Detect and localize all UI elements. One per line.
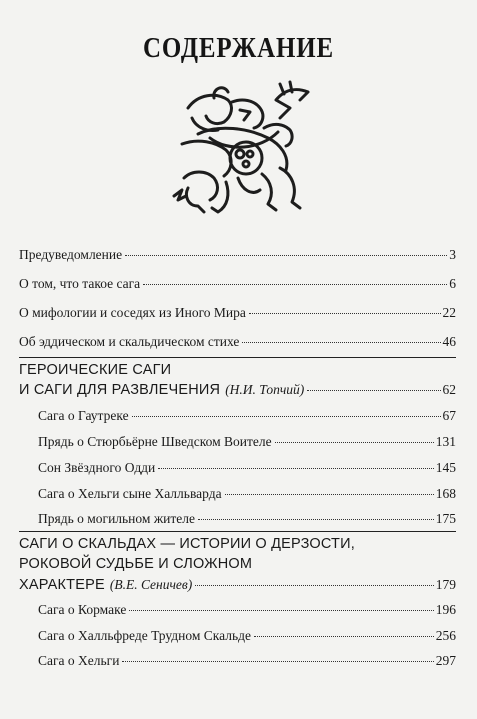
leader-dots (225, 494, 434, 495)
entry-page: 145 (435, 460, 456, 475)
entry-title: Сага о Халльфреде Трудном Скальде (38, 628, 251, 643)
leader-dots (132, 416, 441, 417)
toc-entry[interactable] (38, 433, 456, 450)
entry-title: Сон Звёздного Одди (38, 460, 156, 475)
section-heading-line: САГИ О СКАЛЬДАХ — ИСТОРИИ О ДЕРЗОСТИ, (19, 536, 355, 552)
entry-title: Прядь о могильном жителе (38, 511, 195, 526)
entry-page: 196 (435, 602, 456, 617)
toc-entry[interactable] (38, 510, 456, 527)
section-heading-entry[interactable] (19, 381, 456, 399)
section-heading-entry[interactable] (19, 576, 456, 594)
entry-page: 179 (435, 577, 456, 592)
section-heading-line: ХАРАКТЕРЕ (19, 577, 105, 593)
entry-page: 297 (435, 653, 456, 668)
entry-title: Сага о Хельги сыне Халльварда (38, 486, 222, 501)
toc-entry[interactable] (38, 627, 456, 644)
entry-title: Прядь о Стюрбьёрне Шведском Воителе (38, 434, 272, 449)
entry-title: Предуведомление (19, 247, 123, 262)
entry-page: 131 (435, 434, 456, 449)
section-divider (19, 357, 456, 358)
leader-dots (143, 284, 447, 285)
leader-dots (158, 468, 433, 469)
entry-page: 6 (449, 276, 456, 291)
toc-entry[interactable] (19, 304, 456, 321)
leader-dots (249, 313, 441, 314)
entry-page: 46 (442, 334, 456, 349)
toc-entry[interactable] (38, 601, 456, 618)
toc-entry[interactable] (38, 407, 456, 424)
leader-dots (275, 442, 434, 443)
entry-page: 3 (449, 247, 456, 262)
section-divider (19, 531, 456, 532)
leader-dots (198, 519, 434, 520)
entry-title: О том, что такое сага (19, 276, 141, 291)
entry-page: 168 (435, 486, 456, 501)
entry-page: 22 (442, 305, 456, 320)
toc-entry[interactable] (19, 246, 456, 263)
entry-title: Об эддическом и скальдическом стихе (19, 334, 240, 349)
toc-entry[interactable] (38, 485, 456, 502)
leader-dots (254, 636, 434, 637)
entry-title: Сага о Хельги (38, 653, 120, 668)
section-heading-line: РОКОВОЙ СУДЬБЕ И СЛОЖНОМ (19, 556, 253, 572)
leader-dots (122, 661, 433, 662)
toc-entry[interactable] (19, 333, 456, 350)
section-heading-line: ГЕРОИЧЕСКИЕ САГИ (19, 362, 172, 378)
leader-dots (125, 255, 447, 256)
toc-entry[interactable] (19, 275, 456, 292)
entry-page: 175 (435, 511, 456, 526)
toc-entry[interactable] (38, 459, 456, 476)
leader-dots (242, 342, 440, 343)
page-title: СОДЕРЖАНИЕ (142, 32, 335, 64)
leader-dots (307, 390, 440, 391)
entry-title: Сага о Кормаке (38, 602, 127, 617)
entry-title: Сага о Гаутреке (38, 408, 129, 423)
section-heading-line: И САГИ ДЛЯ РАЗВЛЕЧЕНИЯ (19, 382, 221, 398)
entry-page: 256 (435, 628, 456, 643)
section-author: (В.Е. Сеничев) (109, 577, 193, 592)
leader-dots (129, 610, 433, 611)
entry-page: 67 (442, 408, 456, 423)
section-author: (Н.И. Топчий) (225, 382, 305, 397)
toc-entry[interactable] (38, 652, 456, 669)
entry-title: О мифологии и соседях из Иного Мира (19, 305, 246, 320)
entry-page: 62 (442, 382, 456, 397)
leader-dots (195, 585, 433, 586)
